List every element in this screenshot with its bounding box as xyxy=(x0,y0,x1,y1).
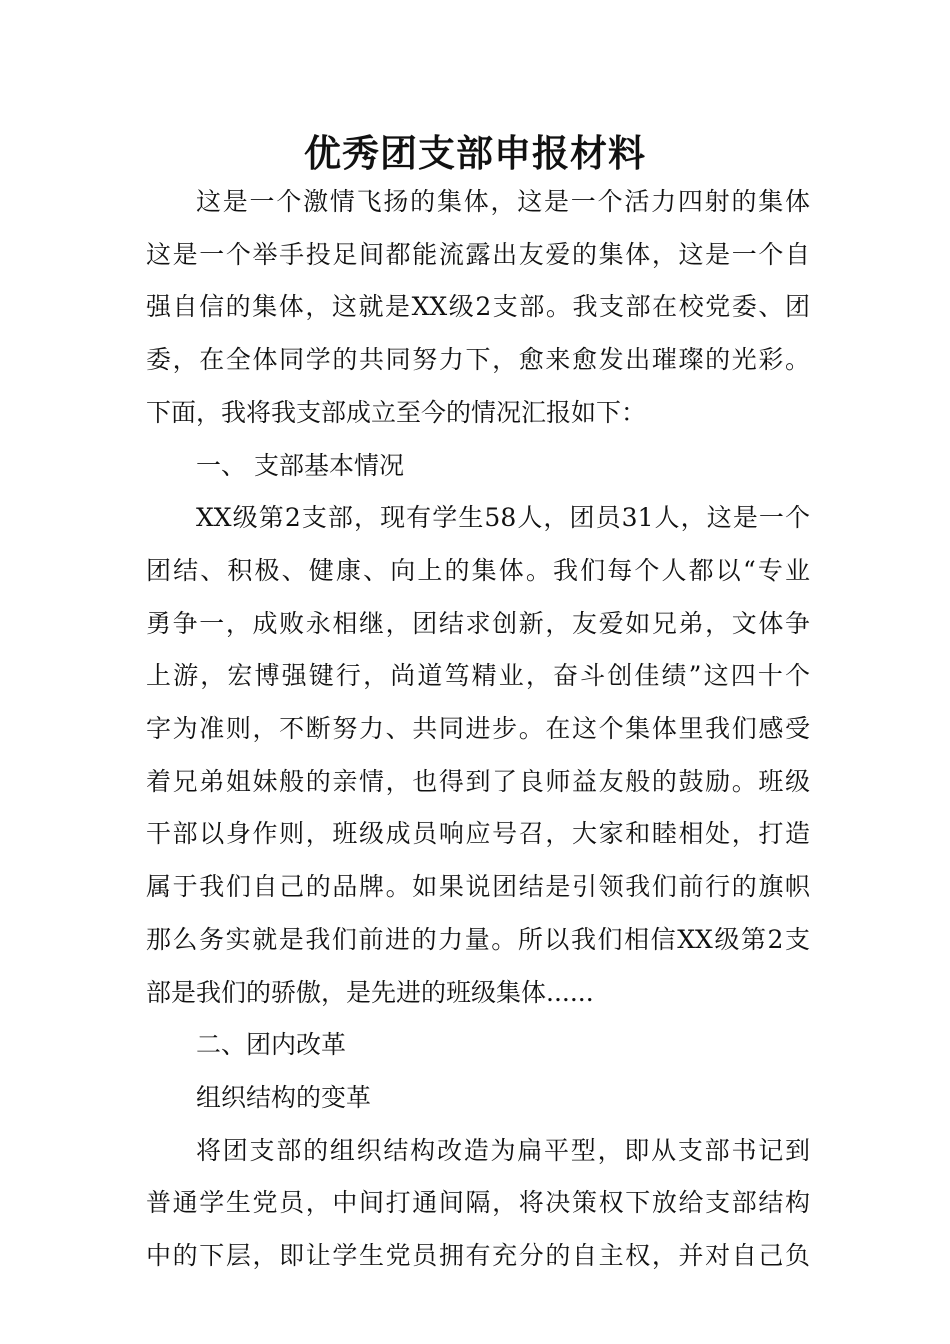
body-line: 着兄弟姐妹般的亲情，也得到了良师益友般的鼓励。班级 xyxy=(146,767,810,796)
body-line: 这是一个激情飞扬的集体，这是一个活力四射的集体 xyxy=(196,187,810,216)
body-line: 字为准则，不断努力、共同进步。在这个集体里我们感受 xyxy=(146,714,810,743)
body-line: 干部以身作则，班级成员响应号召，大家和睦相处，打造 xyxy=(146,819,810,848)
body-line: XX级第2支部，现有学生58人，团员31人，这是一个 xyxy=(196,503,810,532)
body-line: 一、 支部基本情况 xyxy=(196,451,404,480)
body-line: 将团支部的组织结构改造为扁平型，即从支部书记到 xyxy=(196,1136,810,1165)
body-line: 下面，我将我支部成立至今的情况汇报如下： xyxy=(146,398,647,427)
body-line: 团结、积极、健康、向上的集体。我们每个人都以“专业 xyxy=(146,556,810,585)
body-line: 那么务实就是我们前进的力量。所以我们相信XX级第2支 xyxy=(146,925,810,954)
body-line: 组织结构的变革 xyxy=(196,1083,372,1112)
body-line: 中的下层，即让学生党员拥有充分的自主权，并对自己负 xyxy=(146,1241,810,1270)
body-line: 这是一个举手投足间都能流露出友爱的集体，这是一个自 xyxy=(146,240,810,269)
body-line: 二、团内改革 xyxy=(196,1030,347,1059)
body-line: 属于我们自己的品牌。如果说团结是引领我们前行的旗帜 xyxy=(146,872,810,901)
body-line: 普通学生党员，中间打通间隔，将决策权下放给支部结构 xyxy=(146,1188,810,1217)
document-title: 优秀团支部申报材料 xyxy=(304,132,646,175)
body-line: 委，在全体同学的共同努力下，愈来愈发出璀璨的光彩。 xyxy=(146,345,810,374)
body-line: 强自信的集体，这就是XX级2支部。我支部在校党委、团 xyxy=(146,292,810,321)
body-line: 部是我们的骄傲，是先进的班级集体...... xyxy=(146,978,594,1007)
body-line: 勇争一，成败永相继，团结求创新，友爱如兄弟，文体争 xyxy=(146,609,810,638)
body-line: 上游，宏博强键行，尚道笃精业，奋斗创佳绩”这四十个 xyxy=(146,661,810,690)
